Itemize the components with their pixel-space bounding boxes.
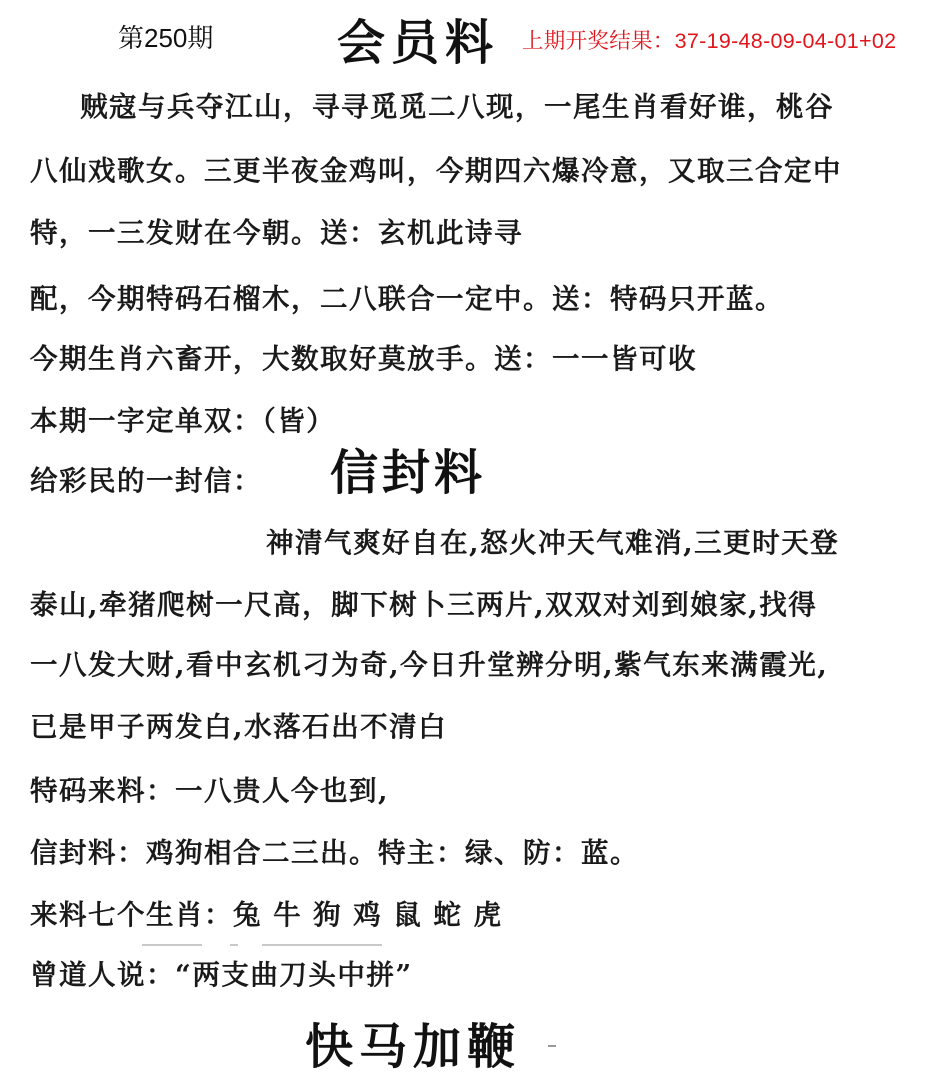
scan-speck xyxy=(262,944,382,946)
letter-line: 一八发大财,看中玄机刁为奇,今日升堂辨分明,紫气东来满霞光, xyxy=(30,649,829,681)
letter-line: 信封料：鸡狗相合二三出。特主：绿、防：蓝。 xyxy=(30,837,639,869)
letter-line: 已是甲子两发白,水落石出不清白 xyxy=(30,711,448,743)
scan-speck xyxy=(230,944,238,946)
letter-line: 来料七个生肖：兔 牛 狗 鸡 鼠 蛇 虎 xyxy=(30,899,503,931)
member-line: 八仙戏歌女。三更半夜金鸡叫，今期四六爆冷意，又取三合定中 xyxy=(30,155,842,187)
last-results: 上期开奖结果：37-19-48-09-04-01+02 xyxy=(522,29,897,53)
letter-line: 特码来料：一八贵人今也到, xyxy=(30,775,390,807)
scan-speck xyxy=(548,1045,556,1047)
member-line: 特，一三发财在今朝。送：玄机此诗寻 xyxy=(30,217,523,249)
scan-speck xyxy=(142,944,202,946)
member-line: 配，今期特码石榴木，二八联合一定中。送：特码只开蓝。 xyxy=(30,283,784,315)
member-line: 本期一字定单双：（皆） xyxy=(30,405,336,437)
page-title: 会员料 xyxy=(337,15,500,71)
letter-line: 曾道人说：“两支曲刀头中拼” xyxy=(30,959,413,991)
footer-title: 快马加鞭 xyxy=(305,1019,522,1075)
member-line: 今期生肖六畜开，大数取好莫放手。送：一一皆可收 xyxy=(30,343,697,375)
letter-title: 信封料 xyxy=(330,445,487,501)
member-line: 贼寇与兵夺江山，寻寻觅觅二八现，一尾生肖看好谁，桃谷 xyxy=(80,91,834,123)
letter-intro: 给彩民的一封信： xyxy=(30,465,262,497)
letter-line: 神清气爽好自在,怒火冲天气难消,三更时天登 xyxy=(266,527,840,559)
letter-line: 泰山,牵猪爬树一尺高，脚下树卜三两片,双双对刘到娘家,找得 xyxy=(30,589,818,621)
issue-number: 第250期 xyxy=(118,23,214,53)
